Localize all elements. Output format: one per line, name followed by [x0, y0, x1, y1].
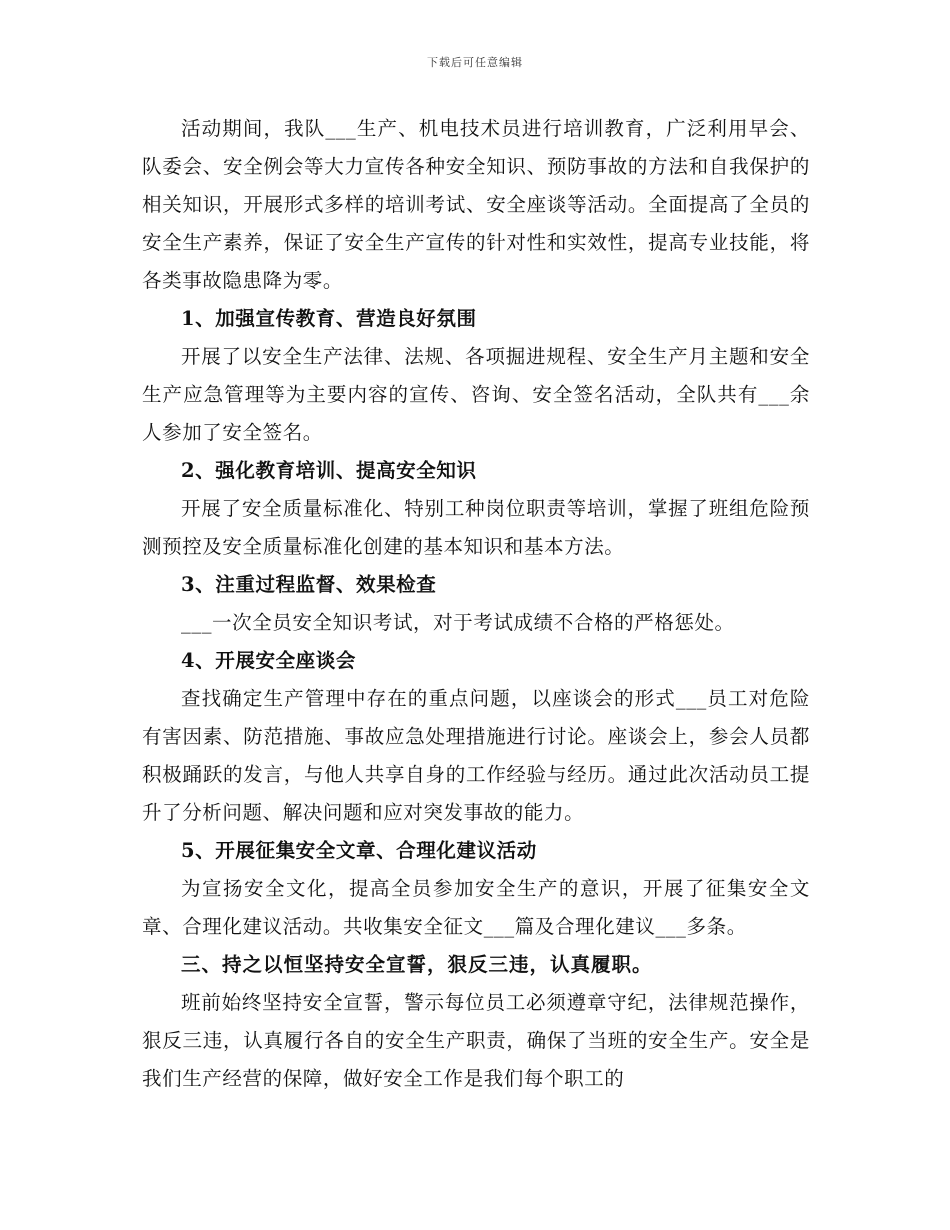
paragraph-section-2: 开展了安全质量标准化、特别工种岗位职责等培训，掌握了班组危险预测预控及安全质量标准化创建的基本知识和基本方法。 [142, 497, 810, 558]
paragraph-chapter-3: 班前始终坚持安全宣誓，警示每位员工必须遵章守纪，法律规范操作，狠反三违，认真履行各自的安全生产职责，确保了当班的安全生产。安全是我们生产经营的保障，做好安全工作是我们每个职工的 [142, 991, 810, 1090]
paragraph-section-1: 开展了以安全生产法律、法规、各项掘进规程、安全生产月主题和安全生产应急管理等为主要内容的宣传、咨询、安全签名活动，全队共有___余人参加了安全签名。 [142, 345, 810, 444]
section-heading-3: 3、注重过程监督、效果检查 [181, 573, 437, 596]
paragraph-intro: 活动期间，我队___生产、机电技术员进行培训教育，广泛利用早会、队委会、安全例会等大力宣传各种安全知识、预防事故的方法和自我保护的相关知识，开展形式多样的培训考试、安全座谈等活动。全面提高了全员的安全生产素养，保证了安全生产宣传的针对性和实效性，提高专业技能，将各类事故隐患降为零。 [142, 117, 810, 292]
section-heading-2: 2、强化教育培训、提高安全知识 [181, 459, 477, 482]
document-body [142, 110, 810, 1098]
section-heading-4: 4、开展安全座谈会 [181, 649, 356, 672]
paragraph-section-5: 为宣扬安全文化，提高全员参加安全生产的意识，开展了征集安全文章、合理化建议活动。共收集安全征文___篇及合理化建议___多条。 [142, 877, 810, 938]
paragraph-section-3: ___一次全员安全知识考试，对于考试成绩不合格的严格惩处。 [181, 611, 735, 634]
paragraph-section-4: 查找确定生产管理中存在的重点问题，以座谈会的形式___员工对危险有害因素、防范措施、事故应急处理措施进行讨论。座谈会上，参会人员都积极踊跃的发言，与他人共享自身的工作经验与经历。通过此次活动员工提升了分析问题、解决问题和应对突发事故的能力。 [142, 687, 810, 824]
chapter-heading-3: 三、持之以恒坚持安全宣誓，狠反三违，认真履职。 [181, 953, 653, 976]
section-heading-5: 5、开展征集安全文章、合理化建议活动 [181, 839, 537, 862]
page-header-note: 下载后可任意编辑 [427, 56, 523, 69]
section-heading-1: 1、加强宣传教育、营造良好氛围 [181, 307, 477, 330]
